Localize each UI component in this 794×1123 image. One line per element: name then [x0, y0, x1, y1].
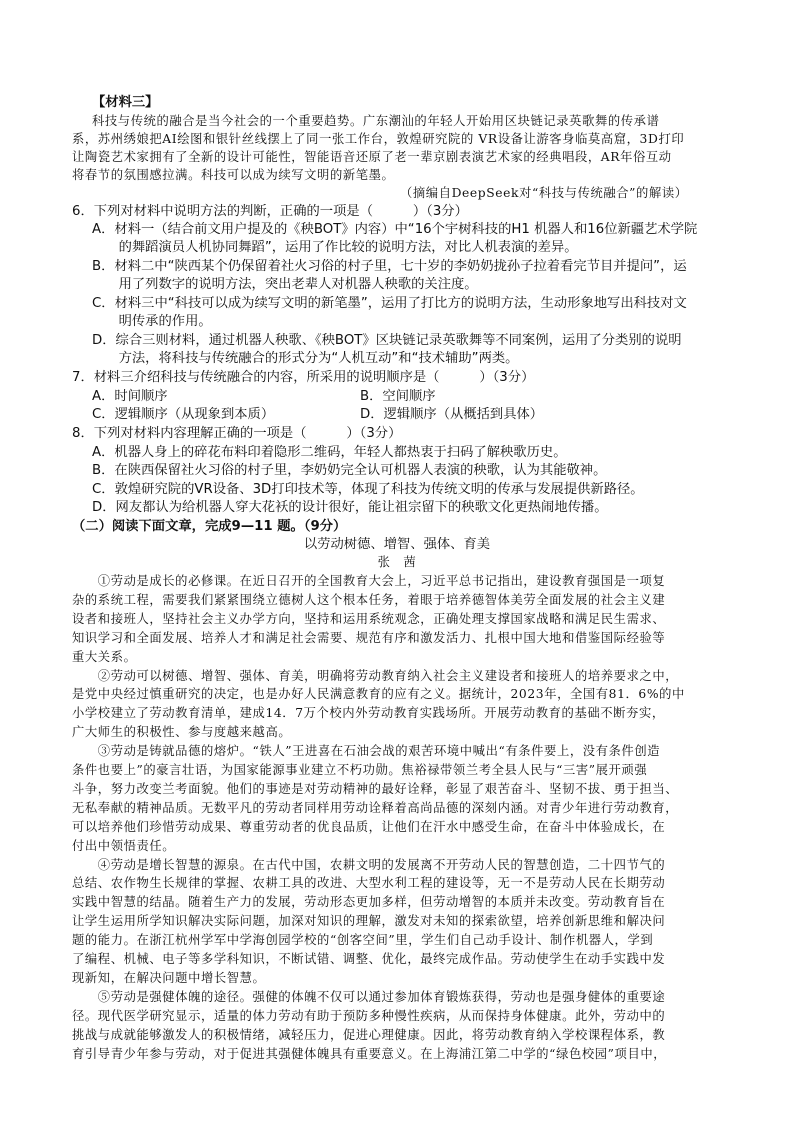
question-6-option-c-cont: 明传承的作用。	[92, 314, 212, 329]
article-line: 现新知，在解决问题中增长智慧。	[72, 970, 266, 985]
article-line: 杂的系统工程，需要我们紧紧围绕立德树人这个根本任务，着眼于培养德智体美劳全面发展的社会主义建	[72, 592, 666, 607]
article-author: 张 茜	[377, 555, 417, 569]
question-6-option-c: C．材料三中“科技可以成为续写文明的新笔墨”，运用了打比方的说明方法，生动形象地写出科技对文	[92, 296, 687, 311]
article-line: 斗争，努力改变兰考面貌。他们的事迹是对劳动精神的最好诠释，彰显了艰苦奋斗、坚韧不拔、勇于担当、	[72, 781, 679, 796]
question-7-option-b: B．空间顺序	[360, 389, 436, 404]
question-6-stem: 6．下列对材料中说明方法的判断，正确的一项是（ ）（3分）	[72, 204, 468, 219]
question-6-option-a: A．材料一（结合前文用户提及的《秧BOT》内容）中“16个宇树科技的H1 机器人和16位新疆艺术学院	[92, 222, 698, 237]
material-3-line: 科技与传统的融合是当今社会的一个重要趋势。广东潮汕的年轻人开始用区块链记录英歌舞的传承谱	[92, 114, 660, 128]
article-line: ⑤劳动是强健体魄的途径。强健的体魄不仅可以通过参加体育锻炼获得，劳动也是强身健体的重要途	[72, 989, 666, 1004]
article-line: 了编程、机械、电子等多学科知识，不断试错、调整、优化，最终完成作品。劳动使学生在动手实践中发	[72, 952, 666, 966]
article-line: 可以培养他们珍惜劳动成果、尊重劳动者的优良品质，让他们在汗水中感受生命，在奋斗中体验成长，在	[72, 819, 666, 834]
question-7-option-c: C．逻辑顺序（从现象到本质）	[92, 407, 275, 422]
article-title: 以劳动树德、增智、强体、育美	[303, 537, 491, 552]
article-line: 题的能力。在浙江杭州学军中学海创园学校的“创客空间”里，学生们自己动手设计、制作机器人，学到	[72, 933, 654, 948]
article-line: 实践中智慧的结晶。随着生产力的发展，劳动形态更加多样，但劳动增智的本质并未改变。劳动教育旨在	[72, 895, 666, 910]
article-line: 育引导青少年参与劳动，对于促进其强健体魄具有重要意义。在上海浦江第二中学的“绿色校园”项目中，	[72, 1046, 667, 1061]
question-6-option-a-cont: 的舞蹈演员人机协同舞蹈”，运用了作比较的说明方法，对比人机表演的差异。	[92, 240, 578, 255]
article-line: 无私奉献的精神品质。无数平凡的劳动者同样用劳动诠释着高尚品德的深刻内涵。对青少年进行劳动教育，	[72, 800, 679, 815]
material-3-line: 将春节的氛围感拉满。科技可以成为续写文明的新笔墨。	[72, 168, 395, 182]
article-line: ③劳动是铸就品德的熔炉。“铁人”王进喜在石油会战的艰苦环境中喊出“有条件要上，没有条件创造	[72, 744, 661, 759]
question-6-option-d: D．综合三则材料，通过机器人秧歌、《秧BOT》区块链记录英歌舞等不同案例，运用了分类别的说明	[92, 333, 682, 348]
material-3-line: 让陶瓷艺术家拥有了全新的设计可能性，智能语音还原了老一辈京剧表演艺术家的经典唱段，AR年俗互动	[72, 150, 672, 164]
question-8-option-c: C．敦煌研究院的VR设备、3D打印技术等，体现了科技为传统文明的传承与发展提供新路径。	[92, 482, 644, 497]
article-line: 让学生运用所学知识解决实际问题，加深对知识的理解，激发对未知的探索欲望，培养创新思维和解决问	[72, 914, 666, 929]
question-8-option-d: D．网友都认为给机器人穿大花袄的设计很好，能让祖宗留下的秧歌文化更热闹地传播。	[92, 500, 608, 515]
article-line: 知识学习和全面发展、培养人才和满足社会需要、规范有序和激发活力、扎根中国大地和借鉴国际经验等	[72, 630, 666, 645]
question-7-option-a: A．时间顺序	[92, 389, 168, 404]
question-6-option-b-cont: 用了列数字的说明方法，突出老辈人对机器人秧歌的关注度。	[92, 277, 478, 292]
section-2-heading: （二）阅读下面文章，完成9—11 题。（9分）	[72, 519, 347, 534]
article-line: 广大师生的积极性、参与度越来越高。	[72, 725, 292, 740]
question-7-option-d: D．逻辑顺序（从概括到具体）	[360, 407, 544, 422]
material-3-source: （摘编自DeepSeek对“科技与传统融合”的解读）	[400, 186, 688, 200]
article-line: ②劳动可以树德、增智、强体、育美，明确将劳动教育纳入社会主义建设者和接班人的培养要求之中，	[72, 668, 679, 683]
article-line: 径。现代医学研究显示，适量的体力劳动有助于预防多种慢性疾病，从而保持身体健康。此外，劳动中的	[72, 1008, 666, 1023]
article-line: ①劳动是成长的必修课。在近日召开的全国教育大会上，习近平总书记指出，建设教育强国是一项复	[72, 574, 666, 588]
material-3-heading: 【材料三】	[92, 95, 159, 110]
article-line: 小学校建立了劳动教育清单，建成14．7万个校内外劳动教育实践场所。开展劳动教育的基础不断夯实，	[72, 706, 665, 721]
question-8-option-a: A．机器人身上的碎花布料印着隐形二维码，年轻人都热衷于扫码了解秧歌历史。	[92, 445, 567, 460]
article-line: 挑战与成就能够激发人的积极情绪，减轻压力，促进心理健康。因此，将劳动教育纳入学校课程体系，教	[72, 1027, 666, 1042]
article-line: 总结、农作物生长规律的掌握、农耕工具的改进、大型水利工程的建设等，无一不是劳动人民在长期劳动	[72, 876, 666, 891]
article-line: 重大关系。	[72, 649, 137, 664]
article-line: 条件也要上”的豪言壮语，为国家能源事业建立不朽功勋。焦裕禄带领兰考全县人民与“三害”展开顽强	[72, 763, 648, 777]
question-6-option-b: B．材料二中“陕西某个仍保留着社火习俗的村子里，七十岁的李奶奶拢孙子拉着看完节目并提问”，运	[92, 259, 687, 274]
question-8-option-b: B．在陕西保留社火习俗的村子里，李奶奶完全认可机器人表演的秧歌，认为其能敬神。	[92, 463, 607, 478]
article-line: ④劳动是增长智慧的源泉。在古代中国，农耕文明的发展离不开劳动人民的智慧创造，二十四节气的	[72, 857, 666, 872]
question-7-stem: 7．材料三介绍科技与传统融合的内容，所采用的说明顺序是（ ）（3分）	[72, 370, 535, 385]
article-line: 付出中领悟责任。	[72, 838, 176, 853]
material-3-line: 系，苏州绣娘把AI绘图和银针丝线摆上了同一张工作台，敦煌研究院的 VR设备让游客身临莫高窟，3D打印	[72, 132, 685, 146]
question-8-stem: 8．下列对材料内容理解正确的一项是（ ）（3分）	[72, 426, 402, 441]
article-line: 是党中央经过慎重研究的决定，也是办好人民满意教育的应有之义。据统计，2023年，全国有81．6%的中	[72, 687, 685, 702]
question-6-option-d-cont: 方法，将科技与传统融合的形式分为“人机互动”和“技术辅助”两类。	[92, 351, 519, 366]
article-line: 设者和接班人，坚持社会主义办学方向，坚持和运用系统观念，正确处理支撑国家战略和满足民生需求、	[72, 611, 666, 626]
